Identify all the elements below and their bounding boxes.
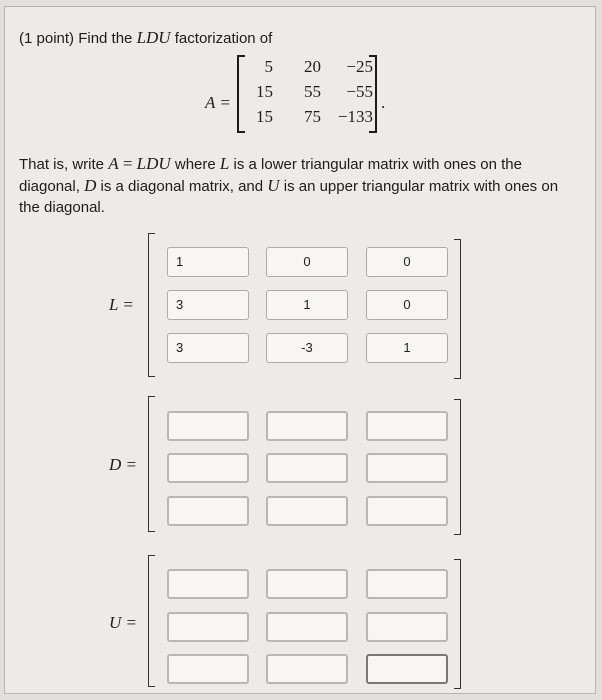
points-label: (1 point) (19, 30, 75, 47)
prompt-text: Find the (78, 30, 133, 47)
matrix-l-label (109, 295, 134, 315)
matrix-d-input[interactable] (366, 496, 448, 526)
matrix-d-input[interactable] (167, 496, 249, 526)
matrix-l-right-bracket (454, 239, 461, 379)
para-text: where (170, 156, 220, 173)
matrix-d-input[interactable] (167, 411, 249, 441)
matrix-d-input[interactable] (266, 411, 348, 441)
matrix-u-input[interactable] (366, 654, 448, 684)
matrix-l-input[interactable]: 1 (167, 247, 249, 277)
matrix-a-entry: 20 (304, 57, 321, 76)
matrix-u-input[interactable] (266, 612, 348, 642)
para-symbol-u: U (267, 176, 280, 195)
matrix-l-input[interactable]: 0 (366, 247, 448, 277)
matrix-d-input[interactable] (366, 411, 448, 441)
question-line (19, 27, 272, 50)
matrix-u-input[interactable] (366, 612, 448, 642)
matrix-u-input[interactable] (167, 569, 249, 599)
matrix-l-input[interactable]: 3 (167, 290, 249, 320)
matrix-u-input[interactable] (366, 569, 448, 599)
matrix-a-entry: −55 (346, 82, 373, 101)
matrix-a-period: . (381, 93, 386, 112)
matrix-l-input[interactable]: 1 (266, 290, 348, 320)
para-symbol-a: A (108, 154, 119, 173)
matrix-a-entry: −25 (346, 57, 373, 76)
matrix-u-input[interactable] (266, 654, 348, 684)
matrix-u-input[interactable] (167, 612, 249, 642)
matrix-a-entry: 75 (304, 107, 321, 126)
matrix-d-input[interactable] (266, 453, 348, 483)
matrix-d-input[interactable] (167, 453, 249, 483)
matrix-u-symbol: U = (109, 613, 137, 632)
matrix-d-input[interactable] (366, 453, 448, 483)
instruction-paragraph (19, 153, 579, 218)
problem-panel (4, 6, 596, 694)
matrix-a-entry: 15 (256, 82, 273, 101)
matrix-u-input[interactable] (167, 654, 249, 684)
matrix-d-input[interactable] (266, 496, 348, 526)
matrix-d-symbol: D = (109, 455, 137, 474)
para-text: That is, write (19, 156, 109, 173)
matrix-d-left-bracket (148, 396, 155, 532)
matrix-a-symbol: A = (205, 93, 231, 112)
matrix-l-input[interactable]: -3 (266, 333, 348, 363)
ldu-term: LDU (136, 28, 171, 47)
para-text: is a diagonal matrix, and (96, 178, 268, 195)
para-text: is an upper triangular matrix with ones on the diagonal. (19, 178, 559, 216)
matrix-u-label (109, 613, 137, 633)
matrix-a-entry: −133 (337, 107, 373, 126)
matrix-u-input[interactable] (266, 569, 348, 599)
matrix-l-symbol: L = (109, 295, 134, 314)
matrix-a-entry: 5 (264, 57, 273, 76)
matrix-l-left-bracket (148, 233, 155, 377)
matrix-l-input[interactable]: 3 (167, 333, 249, 363)
para-text: is a lower triangular matrix with ones on the diagonal, (19, 156, 522, 195)
prompt-tail: factorization of (174, 30, 273, 47)
para-equals: = (118, 154, 137, 173)
para-symbol-ldu: LDU (136, 154, 171, 173)
para-symbol-l: L (219, 154, 230, 173)
matrix-d-label (109, 455, 137, 475)
matrix-l-input[interactable]: 1 (366, 333, 448, 363)
matrix-l-input[interactable]: 0 (266, 247, 348, 277)
matrix-d-right-bracket (454, 399, 461, 535)
para-symbol-d: D (84, 176, 97, 195)
matrix-a-entry: 15 (256, 107, 273, 126)
matrix-u-right-bracket (454, 559, 461, 689)
matrix-a-entry: 55 (304, 82, 321, 101)
matrix-l-input[interactable]: 0 (366, 290, 448, 320)
matrix-u-left-bracket (148, 555, 155, 687)
